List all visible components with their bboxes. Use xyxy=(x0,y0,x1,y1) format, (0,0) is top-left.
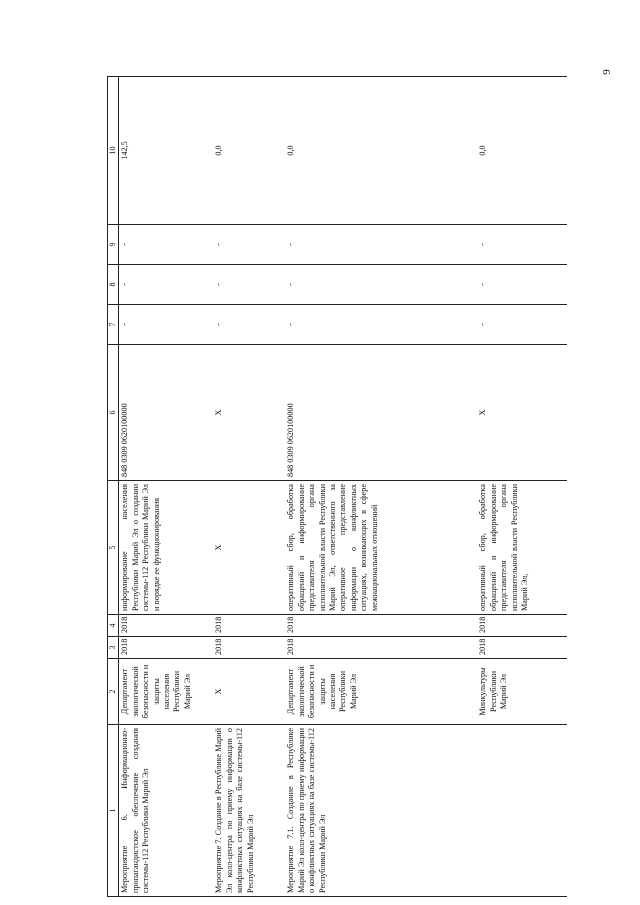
executor-cell: Департамент экологической безопасности и защиты населения Республики Марий Эл xyxy=(119,659,214,725)
amount-cell: 0,0 xyxy=(285,77,477,225)
page-number: 9 xyxy=(600,69,613,75)
measure-name-cell: Мероприятие 7. Создание в Республике Марий Эл колл-центра по приему информации о конфликтных ситуациях на базе системы-112 Республики Марий Эл xyxy=(213,725,285,897)
header-col-3: 3 xyxy=(108,637,119,659)
budget-code-cell: Х xyxy=(213,345,285,481)
col-7-cell: - xyxy=(119,305,214,345)
col-9-cell: - xyxy=(285,225,477,265)
header-col-1: 1 xyxy=(108,725,119,897)
col-8-cell: - xyxy=(213,265,285,305)
header-col-9: 9 xyxy=(108,225,119,265)
expected-result-cell: Х xyxy=(213,481,285,615)
col-7-cell: - xyxy=(213,305,285,345)
budget-code-cell: Х xyxy=(477,345,567,481)
col-9-cell: - xyxy=(213,225,285,265)
col-9-cell: - xyxy=(477,225,567,265)
table-row xyxy=(477,77,567,897)
executor-cell: Департамент экологической безопасности и защиты населения Республики Марий Эл xyxy=(285,659,477,725)
budget-code-cell: 848 0309 0620100000 xyxy=(119,345,214,481)
table-row xyxy=(119,77,214,897)
header-col-7: 7 xyxy=(108,305,119,345)
end-year-cell: 2018 xyxy=(285,615,477,637)
rotated-table-container xyxy=(107,77,612,897)
measure-name-cell xyxy=(477,725,567,897)
expected-result-cell: оперативный сбор, обработка обращений и информирование представителя органа исполнительной власти Республики Марий Эл, xyxy=(477,481,567,615)
header-col-6: 6 xyxy=(108,345,119,481)
executor-cell: Х xyxy=(213,659,285,725)
col-9-cell: - xyxy=(119,225,214,265)
amount-cell: 0,0 xyxy=(477,77,567,225)
header-row xyxy=(108,77,119,897)
end-year-cell: 2018 xyxy=(119,615,214,637)
amount-cell: 142,5 xyxy=(119,77,214,225)
end-year-cell: 2018 xyxy=(477,615,567,637)
col-7-cell: - xyxy=(477,305,567,345)
header-col-4: 4 xyxy=(108,615,119,637)
col-8-cell: - xyxy=(285,265,477,305)
header-col-10: 10 xyxy=(108,77,119,225)
measure-name-cell: Мероприятие 6. Информационно-пропагандистское обеспечение создания системы-112 Республики Марий Эл xyxy=(119,725,214,897)
table-row xyxy=(285,77,477,897)
header-col-2: 2 xyxy=(108,659,119,725)
program-measures-table xyxy=(107,76,567,897)
end-year-cell: 2018 xyxy=(213,615,285,637)
start-year-cell: 2018 xyxy=(119,637,214,659)
expected-result-cell: информирование населения Республики Марий Эл о создании системы-112 Республики Марий Эл и порядке ее функционирования xyxy=(119,481,214,615)
header-col-8: 8 xyxy=(108,265,119,305)
header-col-5: 5 xyxy=(108,481,119,615)
executor-cell: Минкультуры Республики Марий Эл xyxy=(477,659,567,725)
amount-cell: 0,0 xyxy=(213,77,285,225)
budget-code-cell: 848 0309 0620100000 xyxy=(285,345,477,481)
col-7-cell: - xyxy=(285,305,477,345)
table-row xyxy=(213,77,285,897)
start-year-cell: 2018 xyxy=(285,637,477,659)
col-8-cell: - xyxy=(119,265,214,305)
start-year-cell: 2018 xyxy=(213,637,285,659)
expected-result-cell: оперативный сбор, обработка обращений и информирование представителя органа исполнительной власти Республики Марий Эл, ответственного за оперативное представление информации о конфликтных ситуациях, возникающих в сфере межнациональных отношений xyxy=(285,481,477,615)
measure-name-cell: Мероприятие 7.1. Создание в Республике Марий Эл колл-центра по приему информации о конфликтных ситуациях на базе системы-112 Республики Марий Эл xyxy=(285,725,477,897)
start-year-cell: 2018 xyxy=(477,637,567,659)
col-8-cell: - xyxy=(477,265,567,305)
